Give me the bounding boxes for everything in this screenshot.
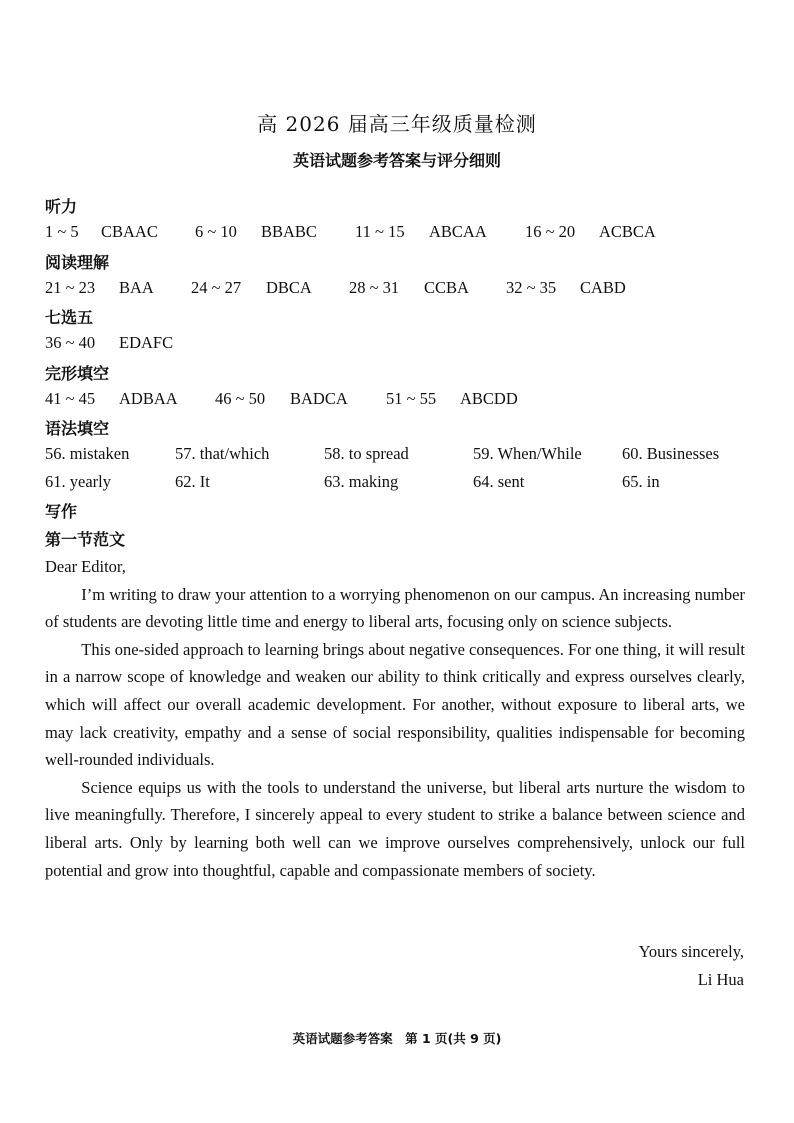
grammar-answer: 61. yearly — [45, 472, 111, 491]
answer-value: CCBA — [424, 278, 469, 297]
answer-value: CABD — [580, 278, 626, 297]
answer-value: ADBAA — [119, 389, 178, 408]
answer-range: 6 ~ 10 — [195, 222, 237, 241]
page-title: 高 2026 届高三年级质量检测 — [257, 112, 537, 136]
grammar-answer: 64. sent — [473, 472, 525, 491]
answer-range: 51 ~ 55 — [386, 389, 437, 408]
grammar-answer: 62. It — [175, 472, 210, 491]
section-heading-listening: 听力 — [45, 197, 78, 216]
section-heading-seven-choose-five: 七选五 — [45, 308, 94, 327]
answer-range: 36 ~ 40 — [45, 333, 96, 352]
answer-value: DBCA — [266, 278, 312, 297]
answer-range: 1 ~ 5 — [45, 222, 79, 241]
answer-range: 46 ~ 50 — [215, 389, 266, 408]
section-heading-writing: 写作 — [45, 502, 78, 521]
essay-signature: Li Hua — [697, 970, 744, 989]
answer-value: BAA — [119, 278, 154, 297]
section-heading-reading: 阅读理解 — [45, 253, 110, 272]
grammar-answer: 58. to spread — [324, 444, 409, 463]
answer-value: EDAFC — [119, 333, 174, 352]
answer-value: CBAAC — [101, 222, 158, 241]
answer-value: ACBCA — [599, 222, 656, 241]
grammar-answer: 60. Businesses — [622, 444, 720, 463]
essay-paragraph: I’m writing to draw your attention to a worrying phenomenon on our campus. An increasing number of students are devoting little time and energy to liberal arts, focusing only on science subjects. — [45, 584, 745, 632]
grammar-answer: 56. mistaken — [45, 444, 130, 463]
subsection-heading-sample-essay: 第一节范文 — [45, 530, 126, 549]
answer-range: 41 ~ 45 — [45, 389, 96, 408]
essay-greeting: Dear Editor, — [45, 557, 126, 576]
grammar-answer: 63. making — [324, 472, 399, 491]
essay-paragraph: Science equips us with the tools to understand the universe, but liberal arts nurture the wisdom to live meaningfully. Therefore, I sincerely appeal to every student to strike a balance between science and liberal arts. Only by learning both well can we improve ourselves comprehensively, unlock our full potential and grow into thoughtful, capable and compassionate members of society. — [45, 777, 745, 880]
essay-paragraph: This one-sided approach to learning brings about negative consequences. For one thing, it will result in a narrow scope of knowledge and weaken our ability to think critically and express ourselves clearly, which will affect our overall academic development. For another, without exposure to liberal arts, we may lack creativity, empathy and a sense of social responsibility, qualities indispensable for becoming well-rounded individuals. — [45, 639, 745, 770]
answer-value: ABCDD — [460, 389, 518, 408]
answer-range: 32 ~ 35 — [506, 278, 557, 297]
answer-range: 11 ~ 15 — [355, 222, 405, 241]
answer-range: 28 ~ 31 — [349, 278, 400, 297]
grammar-answer: 59. When/While — [473, 444, 582, 463]
essay-closing: Yours sincerely, — [638, 942, 744, 961]
sample-essay — [45, 553, 745, 884]
answer-range: 24 ~ 27 — [191, 278, 242, 297]
section-heading-grammar: 语法填空 — [45, 419, 110, 438]
page-footer: 英语试题参考答案 第 1 页(共 9 页) — [292, 1031, 502, 1046]
answer-value: ABCAA — [429, 222, 487, 241]
answer-range: 16 ~ 20 — [525, 222, 576, 241]
section-heading-cloze: 完形填空 — [45, 364, 110, 383]
grammar-answer: 65. in — [622, 472, 660, 491]
answer-range: 21 ~ 23 — [45, 278, 96, 297]
grammar-answer: 57. that/which — [175, 444, 270, 463]
answer-value: BADCA — [290, 389, 348, 408]
answer-value: BBABC — [261, 222, 317, 241]
page-subtitle: 英语试题参考答案与评分细则 — [292, 151, 501, 170]
